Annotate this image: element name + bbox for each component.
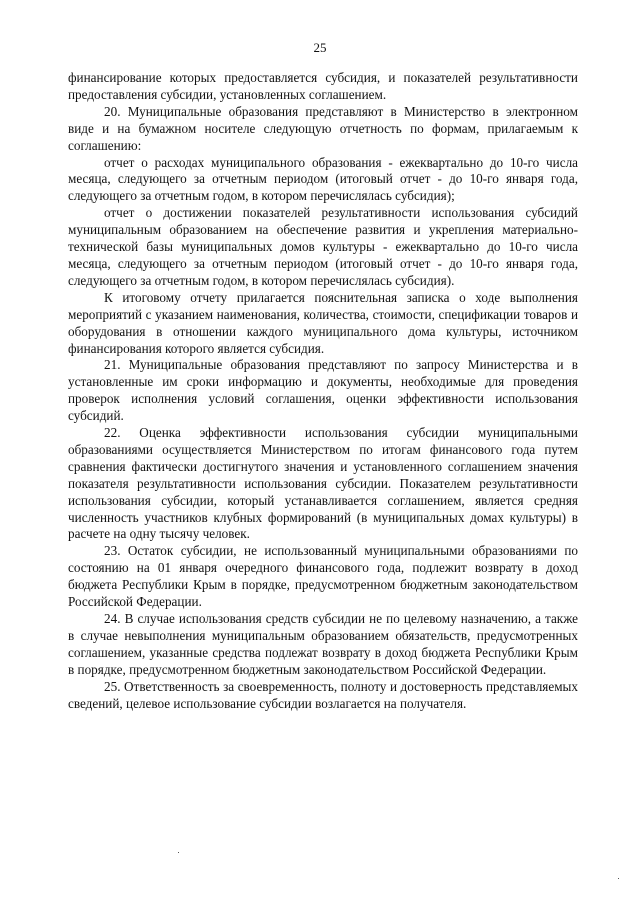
paragraph-25: 25. Ответственность за своевременность, полноту и достоверность представляемых сведений, целевое использование субсидии возлагается на получателя. <box>68 678 578 711</box>
paragraph-22: 22. Оценка эффективности использования субсидии муниципальными образованиями осуществляется Министерством по итогам финансового года путем сравнения фактически достигнутого значения и установленного соглашением значения показателя результативности использования субсидии. Показателем результативности использования субсидии, который устанавливается соглашением, является средняя численность участников клубных формирований (в муниципальных домах культуры) в расчете на одну тысячу человек. <box>68 425 578 542</box>
paragraph-20: 20. Муниципальные образования представляют в Министерство в электронном виде и на бумажном носителе следующую отчетность по формам, прилагаемым к соглашению: <box>68 103 578 153</box>
paragraph-explanatory-note: К итоговому отчету прилагается пояснительная записка о ходе выполнения мероприятий с указанием наименования, количества, стоимости, спецификации товаров и оборудования в отношении каждого муниципального дома культуры, источником финансирования которого является субсидия. <box>68 289 578 356</box>
document-body <box>68 70 578 712</box>
paragraph-continuation: финансирование которых предоставляется субсидия, и показателей результативности предоставления субсидии, установленных соглашением. <box>68 70 578 102</box>
paragraph-24: 24. В случае использования средств субсидии не по целевому назначению, а также в случае невыполнения муниципальным образованием обязательств, предусмотренных соглашением, указанные средства подлежат возврату в доход бюджета Республики Крым в порядке, предусмотренном бюджетным законодательством Российской Федерации. <box>68 611 578 677</box>
scan-speck <box>618 878 619 879</box>
page-number: 25 <box>313 40 327 55</box>
paragraph-21: 21. Муниципальные образования представляют по запросу Министерства и в установленные им сроки информацию и документы, необходимые для проведения проверок исполнения условий соглашения, оценки эффективности использования субсидий. <box>68 357 578 424</box>
paragraph-results-report: отчет о достижении показателей результативности использования субсидий муниципальным образованием на обеспечение развития и укрепления материально-технической базы муниципальных домов культуры - ежеквартально до 10-го числа месяца, следующего за отчетным периодом (итоговый отчет - до 10-го января года, следующего за отчетным годом, в котором перечислялась субсидия). <box>68 205 578 288</box>
paragraph-expense-report: отчет о расходах муниципального образования - ежеквартально до 10-го числа месяца, следующего за отчетным периодом (итоговый отчет - до 10-го января года, следующего за отчетным годом, в котором перечислялась субсидия); <box>68 154 578 204</box>
paragraph-23: 23. Остаток субсидии, не использованный муниципальными образованиями по состоянию на 01 января очередного финансового года, подлежит возврату в доход бюджета Республики Крым в порядке, предусмотренном бюджетным законодательством Российской Федерации. <box>68 543 578 610</box>
scan-speck <box>178 852 179 853</box>
